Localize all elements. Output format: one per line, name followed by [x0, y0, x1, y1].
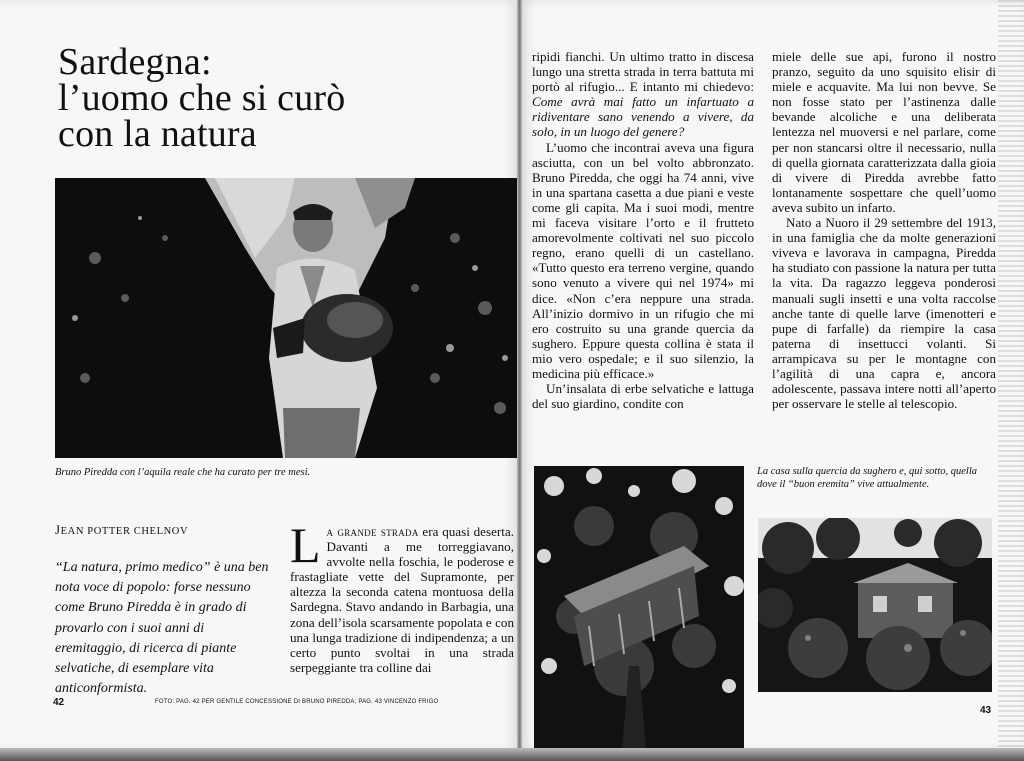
left-page — [0, 0, 518, 751]
photo-credit: FOTO: PAG. 42 PER GENTILE CONCESSIONE DI BRUNO PIREDDA; PAG. 43 VINCENZO FRIGO — [155, 699, 439, 705]
author-byline: JEAN POTTER CHELNOV — [55, 522, 189, 537]
photo-bruno-piredda-with-eagle — [55, 178, 518, 458]
column-1-text: era quasi deserta. Davanti a me torreggiavano, avvolte nella foschia, le poderose e frastagliate vette del Supramonte, per altezza la seconda catena montuosa della Sardegna. Stavo andando in Barbagia, una zona dell’isola scarsamente popolata e con una lunga tradizione di indipendenza; a un certo punto svoltai in una strada serpeggiante tra colline dai — [290, 524, 514, 675]
main-photo-caption: Bruno Piredda con l’aquila reale che ha curato per tre mesi. — [55, 467, 311, 478]
headline-line-1: Sardegna: — [58, 41, 212, 83]
article-intro: “La natura, primo medico” è una ben nota voce di popolo: forse nessuno come Bruno Piredda è in grado di provarlo con i suoi anni di eremitaggio, di ricerca di piante selvatiche, di esemplare vita anticonformista. — [55, 560, 269, 697]
column-2-paragraph-2: L’uomo che incontrai aveva una figura asciutta, con un bel volto abbronzato. Bruno Piredda, che oggi ha 74 anni, vive in una spartana casetta a due piani e veste come gli capita. Ma i suoi modi, mentre mi faceva visitare l’orto e il frutteto amorevolmente coltivati nel suo piccolo regno, erano quelli di un castellano. «Tutto questo era terreno vergine, quando sono venuto a vivere qui nel 1974» mi dice. «Non c’era neppure una strada. All’inizio dormivo in un rifugio che mi ero costruito su una grande quercia da sughero. Eppure questa collina è stata il mio vero ospedale; e il suo silenzio, la medicina più efficace.» — [532, 139, 754, 381]
opening-paragraph — [290, 517, 514, 675]
column-2-p1-italic: Come avrà mai fatto un infartuato a ridiventare sano venendo a vivere, da solo, in un luogo del genere? — [532, 94, 754, 140]
column-3-paragraph-2: Nato a Nuoro il 29 settembre del 1913, in una famiglia che da molte generazioni viveva e lavorava in campagna, Piredda ha studiato con passione la natura per tutta la vita. Da ragazzo leggeva ponderosi manuali sugli insetti e una volta raccolse anche tante di quelle larve (imenotteri e pupe di farfalle) da riempire la casa paterna di insettucci volanti. Si arrampicava su per le montagne con l’agilità di una capra e, ancora adolescente, passava intere notti all’aperto per osservare le stelle al telescopio. — [772, 215, 996, 412]
article-headline — [58, 41, 478, 155]
headline-line-2: l’uomo che si curò — [58, 77, 346, 119]
column-2-paragraph-1 — [532, 49, 754, 140]
photo-tree-house — [534, 466, 744, 748]
scan-bottom-shadow — [0, 748, 1024, 761]
right-photos-caption: La casa sulla quercia da sughero e, qui sotto, quella dove il “buon eremita” vive attualmente. — [757, 466, 978, 490]
scan-edge-artifact — [998, 0, 1024, 751]
page-gutter — [517, 0, 522, 761]
column-2-p1-plain: ripidi fianchi. Un ultimo tratto in discesa lungo una stretta strada in terra battuta mi portò al rifugio... E intanto mi chiedevo: — [532, 49, 754, 95]
article-column-2 — [532, 49, 754, 411]
column-2-paragraph-3: Un’insalata di erbe selvatiche e lattuga del suo giardino, condite con — [532, 381, 754, 412]
headline-line-3: con la natura — [58, 113, 257, 155]
article-column-3 — [772, 49, 996, 411]
page-number-right: 43 — [980, 705, 992, 716]
article-column-1 — [290, 517, 514, 675]
drop-cap: L — [290, 517, 321, 573]
photo-current-house — [758, 518, 992, 692]
page-number-left: 42 — [53, 697, 65, 708]
column-3-paragraph-1: miele delle sue api, furono il nostro pranzo, seguito da uno squisito elisir di miele e acquavite. Ma lui non bevve. Se non fosse stato per l’astinenza dalle bevande alcoliche e una deliberata lentezza nel muoversi e nel parlare, come per non stancarsi oltre il necessario, nulla di quella giornata caratterizzata dalla gioia di vivere di Piredda avrebbe fatto lontanamente sospettare che quell’uomo aveva subito un infarto. — [772, 49, 996, 215]
lead-in: a grande strada — [326, 524, 419, 539]
